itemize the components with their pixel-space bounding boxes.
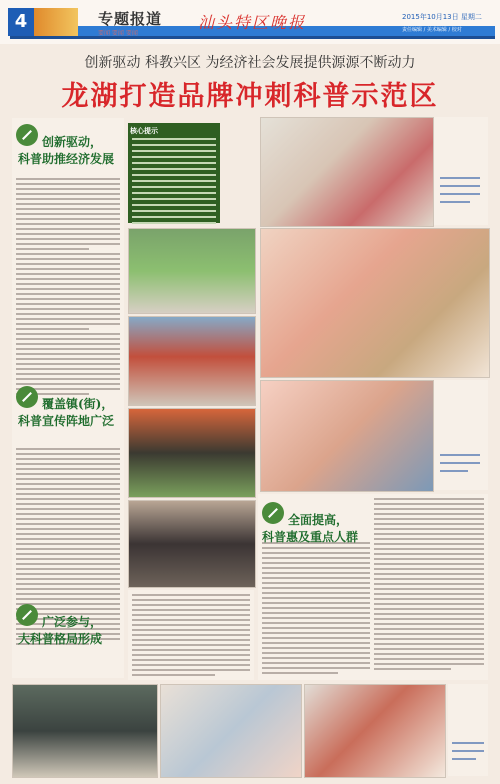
body-text <box>374 498 484 673</box>
photo-auditorium <box>12 684 158 778</box>
body-text <box>16 178 120 398</box>
leaf-icon <box>16 386 38 408</box>
header-bar-dark <box>10 36 495 39</box>
subhead-4-line1: 全面提高， <box>288 513 349 527</box>
core-tips-label: 核心提示 <box>130 127 158 135</box>
page-header <box>0 0 500 44</box>
middle-lower-text <box>128 590 254 680</box>
photo-caption-panel <box>434 117 488 225</box>
photo-students-lab <box>160 684 302 778</box>
subhead-3-line1: 广泛参与， <box>42 615 103 629</box>
photo-outdoor-exhibit <box>128 316 256 406</box>
subhead-1-line1: 创新驱动， <box>42 135 103 149</box>
photo-caption-panel <box>434 380 488 490</box>
subhead-1-line2: 科普助推经济发展 <box>18 152 115 166</box>
photo-caption-panel <box>448 684 488 776</box>
body-text <box>262 542 370 677</box>
subhead-3-line2: 大科普格局形成 <box>18 632 103 646</box>
section-title: 专题报道 <box>98 10 163 28</box>
photo-students-experiment <box>304 684 446 778</box>
leaf-icon <box>16 604 38 626</box>
headline-kicker: 创新驱动 科教兴区 为经济社会发展提供源源不断动力 <box>84 55 416 71</box>
photo-lecture-hall <box>128 500 256 588</box>
header-banner-image <box>34 8 78 36</box>
newspaper-brand: 汕头特区晚报 <box>198 13 307 32</box>
subhead-2-line2: 科普宣传阵地广泛 <box>18 414 115 428</box>
leaf-icon <box>262 502 284 524</box>
photo-model-workshop <box>260 228 490 378</box>
photo-firefighting-drill <box>128 408 256 498</box>
page-number: 4 <box>8 8 34 36</box>
body-text <box>132 594 250 679</box>
headline-title: 龙湖打造品牌冲刺科普示范区 <box>61 81 439 112</box>
photo-corridor <box>128 228 256 314</box>
issue-date: 2015年10月13日 星期二 <box>402 13 482 21</box>
editor-info: 责任编辑 / 美术编辑 / 校对 <box>402 27 462 33</box>
subhead-2-line1: 覆盖镇(街)， <box>42 397 114 411</box>
leaf-icon <box>16 124 38 146</box>
photo-science-class <box>260 117 434 227</box>
section-subtitle: 要闻 要闻 要闻 <box>98 30 138 37</box>
photo-children-reading <box>260 380 434 492</box>
subhead-4-line2: 科普惠及重点人群 <box>262 530 359 544</box>
